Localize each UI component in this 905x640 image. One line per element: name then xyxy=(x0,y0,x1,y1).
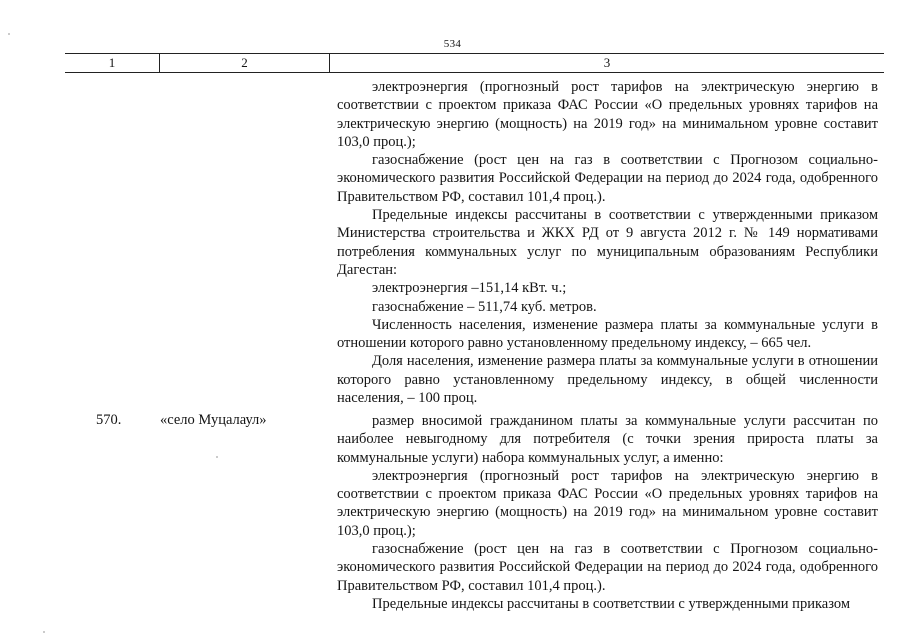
paragraph: Численность населения, изменение размера платы за коммунальные услуги в отношении которого равно установленному предельному индексу, – 665 чел. xyxy=(337,316,878,352)
scan-speck xyxy=(43,631,45,633)
paragraph: Предельные индексы рассчитаны в соответствии с утвержденными приказом xyxy=(372,595,851,612)
paragraph: электроэнергия (прогнозный рост тарифов на электрическую энергию в соответствии с проектом приказа ФАС России «О предельных уровнях тарифов на электрическую энергию (мощность) на 2019 год» на минимальном уровне составит 103,0 проц.); xyxy=(337,467,878,539)
row-570-content xyxy=(337,412,878,613)
scan-speck xyxy=(216,456,218,458)
paragraph: газоснабжение (рост цен на газ в соответствии с Прогнозом социально-экономического развития Российской Федерации на период до 2024 года, одобренного Правительством РФ, составил 101,4 проц.). xyxy=(337,152,878,205)
settlement-name: «село Муцалаул» xyxy=(160,412,267,428)
paragraph: газоснабжение (рост цен на газ в соответствии с Прогнозом социально-экономического развития Российской Федерации на период до 2024 года, одобренного Правительством РФ, составил 101,4 проц.). xyxy=(337,541,878,594)
paragraph: электроэнергия (прогнозный рост тарифов на электрическую энергию в соответствии с проектом приказа ФАС России «О предельных уровнях тарифов на электрическую энергию (мощность) на 2019 год» на минимальном уровне составит 103,0 проц.); xyxy=(337,79,878,150)
page-number: 534 xyxy=(443,38,462,50)
continuation-block xyxy=(337,78,878,407)
row-number: 570. xyxy=(96,412,122,428)
scan-speck xyxy=(8,33,10,35)
paragraph: газоснабжение – 511,74 куб. метров. xyxy=(372,298,597,315)
paragraph: электроэнергия –151,14 кВт. ч.; xyxy=(372,280,567,297)
table-header-row xyxy=(65,53,884,73)
header-col-3: 3 xyxy=(329,54,884,72)
paragraph: размер вносимой гражданином платы за коммунальные услуги рассчитан по наиболее невыгодному для потребителя (с точки зрения прироста платы за коммунальные услуги) набора коммунальных услуг, а именно: xyxy=(337,413,878,466)
paragraph: Доля населения, изменение размера платы за коммунальные услуги в отношении которого равно установленному предельному индексу, в общей численности населения, – 100 проц. xyxy=(337,353,878,407)
header-col-2: 2 xyxy=(159,54,329,72)
header-col-1: 1 xyxy=(108,55,116,70)
paragraph: Предельные индексы рассчитаны в соответствии с утвержденными приказом Министерства строительства и ЖКХ РД от 9 августа 2012 г. № 149 нормативами потребления коммунальных услуг по муниципальным образованиям Республики Дагестан: xyxy=(337,207,878,278)
